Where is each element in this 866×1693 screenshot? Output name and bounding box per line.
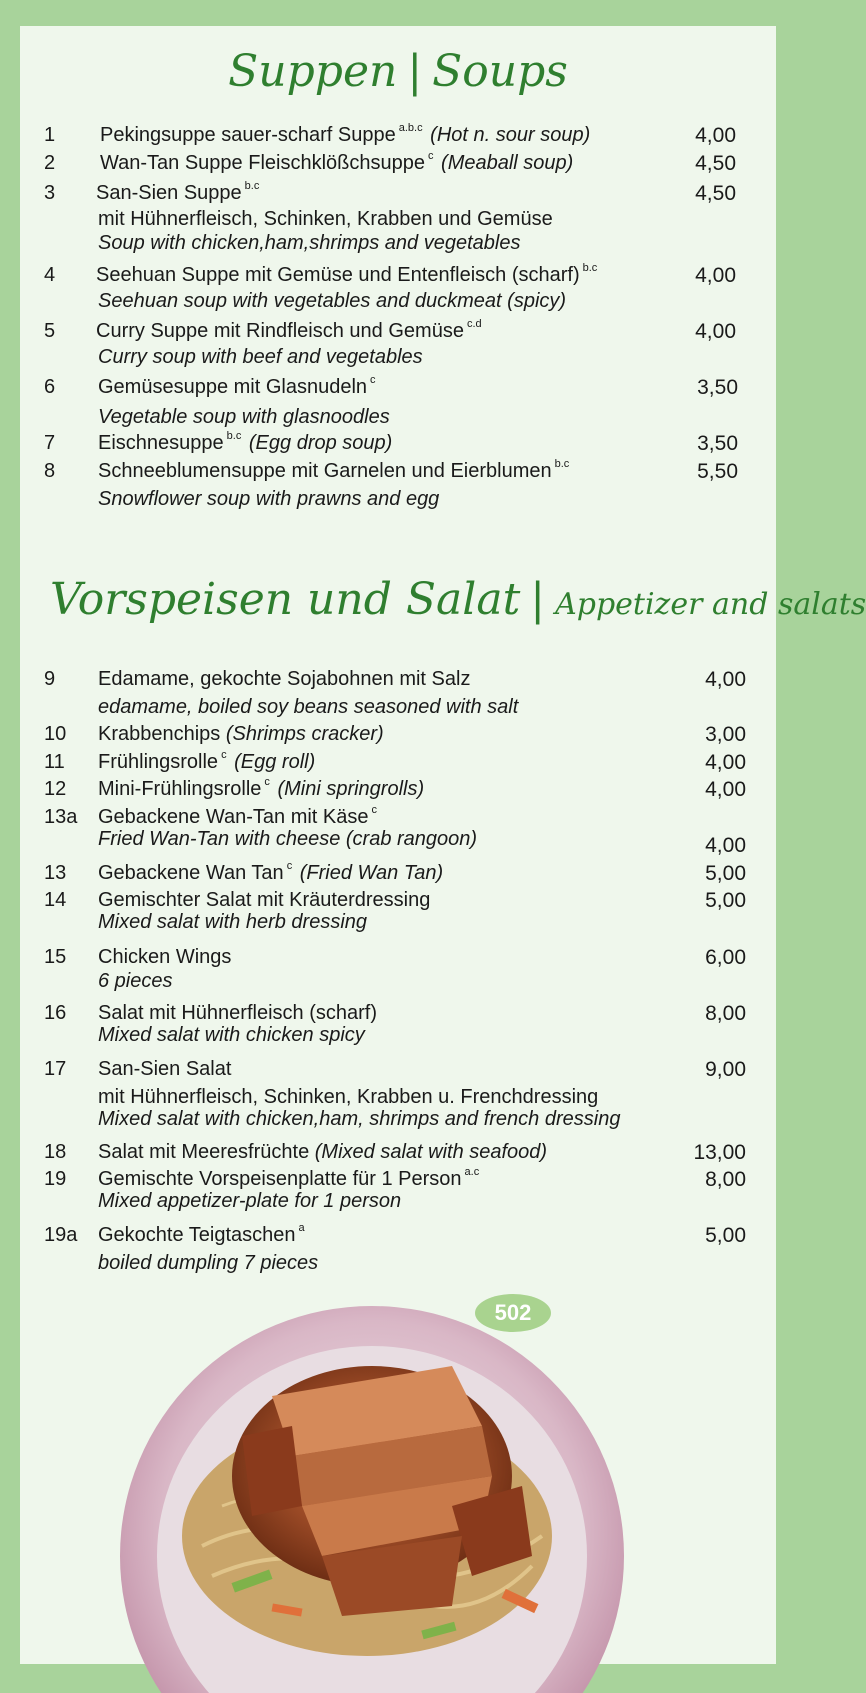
- item-price: 4,00: [705, 834, 746, 857]
- item-price: 4,00: [695, 124, 736, 147]
- item-number: 3: [44, 182, 56, 204]
- menu-item: [20, 668, 776, 718]
- appetizers-title-en: Appetizer and salats: [555, 587, 866, 622]
- item-number: 6: [44, 376, 56, 398]
- item-number: 19a: [44, 1224, 78, 1246]
- item-name: Pekingsuppe sauer-scharf Suppe $^{a.b.c}$ (Hot n. sour soup): [100, 122, 591, 146]
- item-price: 4,50: [695, 152, 736, 175]
- item-price: 5,00: [705, 862, 746, 885]
- item-english: Mixed salat with chicken,ham, shrimps and french dressing: [98, 1108, 621, 1130]
- item-price: 4,00: [695, 320, 736, 343]
- item-name: Seehuan Suppe mit Gemüse und Entenfleisch (scharf) $^{b.c}$: [96, 262, 598, 286]
- item-english: Vegetable soup with glasnoodles: [98, 406, 390, 428]
- item-price: 3,50: [697, 376, 738, 399]
- item-name: Gemüsesuppe mit Glasnudeln $^c$: [98, 374, 376, 398]
- item-number: 18: [44, 1141, 67, 1163]
- menu-item: [20, 946, 776, 994]
- menu-item: [20, 320, 776, 370]
- item-number: 14: [44, 889, 67, 911]
- item-name: San-Sien Suppe $^{b.c}$: [96, 180, 260, 204]
- menu-item: [20, 264, 776, 314]
- menu-item: [20, 889, 776, 937]
- item-english: Snowflower soup with prawns and egg: [98, 488, 440, 510]
- item-price: 4,00: [705, 778, 746, 801]
- item-number: 4: [44, 264, 56, 286]
- item-price: 4,00: [695, 264, 736, 287]
- item-name: Salat mit Hühnerfleisch (scharf): [98, 1002, 377, 1024]
- menu-page: [20, 26, 866, 1664]
- item-number: 8: [44, 460, 56, 482]
- item-price: 4,00: [705, 751, 746, 774]
- item-name: Curry Suppe mit Rindfleisch und Gemüse $^{c.d}$: [96, 318, 482, 342]
- item-price: 8,00: [705, 1168, 746, 1191]
- menu-item: [20, 432, 776, 456]
- item-number: 19: [44, 1168, 67, 1190]
- item-english: edamame, boiled soy beans seasoned with salt: [98, 696, 519, 718]
- menu-item: [20, 806, 776, 858]
- soups-title-en: Soups: [432, 46, 568, 97]
- item-number: 16: [44, 1002, 67, 1024]
- item-name: Mini-Frühlingsrolle $^c$ (Mini springrolls): [98, 776, 425, 800]
- item-price: 6,00: [705, 946, 746, 969]
- item-price: 5,00: [705, 1224, 746, 1247]
- menu-item: [20, 124, 776, 148]
- menu-item: [20, 1224, 776, 1274]
- item-number: 1: [44, 124, 56, 146]
- item-name: Gemischte Vorspeisenplatte für 1 Person $^{a.c}$: [98, 1166, 480, 1190]
- item-name: Gekochte Teigtaschen $^a$: [98, 1222, 305, 1246]
- item-english: Soup with chicken,ham,shrimps and vegetables: [98, 232, 521, 254]
- item-price: 3,50: [697, 432, 738, 455]
- item-price: 5,00: [705, 889, 746, 912]
- item-number: 17: [44, 1058, 67, 1080]
- item-price: 5,50: [697, 460, 738, 483]
- item-number: 12: [44, 778, 67, 800]
- item-name: Gebackene Wan Tan $^c$ (Fried Wan Tan): [98, 860, 444, 884]
- item-name: Frühlingsrolle $^c$ (Egg roll): [98, 749, 316, 773]
- item-english: Seehuan soup with vegetables and duckmeat (spicy): [98, 290, 567, 312]
- menu-item: [20, 1058, 776, 1130]
- appetizers-title-de: Vorspeisen und Salat: [50, 574, 521, 625]
- item-name: Schneeblumensuppe mit Garnelen und Eierblumen $^{b.c}$: [98, 458, 570, 482]
- item-name: San-Sien Salat: [98, 1058, 232, 1080]
- menu-item: [20, 182, 776, 254]
- item-price: 9,00: [705, 1058, 746, 1081]
- item-number: 11: [44, 751, 65, 773]
- item-number: 15: [44, 946, 67, 968]
- item-price: 13,00: [693, 1141, 746, 1164]
- item-english: Mixed salat with chicken spicy: [98, 1024, 365, 1046]
- menu-item: [20, 1168, 776, 1216]
- menu-item: [20, 723, 776, 747]
- soups-title-de: Suppen: [228, 46, 398, 97]
- item-number: 2: [44, 152, 56, 174]
- item-name: Wan-Tan Suppe Fleischklößchsuppe $^c$ (Meaball soup): [100, 150, 574, 174]
- item-detail: mit Hühnerfleisch, Schinken, Krabben und Gemüse: [98, 208, 553, 230]
- item-english: Curry soup with beef and vegetables: [98, 346, 423, 368]
- item-name: Krabbenchips (Shrimps cracker): [98, 723, 384, 745]
- item-number: 10: [44, 723, 67, 745]
- item-price: 3,00: [705, 723, 746, 746]
- item-name: Salat mit Meeresfrüchte (Mixed salat with seafood): [98, 1141, 548, 1163]
- heading-separator: |: [530, 574, 546, 625]
- item-number: 5: [44, 320, 56, 342]
- menu-item: [20, 862, 776, 886]
- item-number: 9: [44, 668, 56, 690]
- item-english: 6 pieces: [98, 970, 173, 992]
- item-name: Eischnesuppe $^{b.c}$ (Egg drop soup): [98, 430, 393, 454]
- menu-item: [20, 778, 776, 802]
- menu-item: [20, 152, 776, 176]
- item-english: Mixed salat with herb dressing: [98, 911, 368, 933]
- menu-item: [20, 376, 776, 426]
- item-number: 7: [44, 432, 56, 454]
- menu-item: [20, 1141, 776, 1165]
- menu-item: [20, 1002, 776, 1050]
- item-price: 4,00: [705, 668, 746, 691]
- soups-heading: [20, 46, 776, 97]
- item-english: boiled dumpling 7 pieces: [98, 1252, 319, 1274]
- menu-item: [20, 460, 776, 512]
- appetizers-heading: [50, 574, 866, 625]
- heading-separator: |: [407, 46, 423, 97]
- item-price: 4,50: [695, 182, 736, 205]
- item-number: 13: [44, 862, 67, 884]
- item-detail: mit Hühnerfleisch, Schinken, Krabben u. Frenchdressing: [98, 1086, 599, 1108]
- item-number: 13a: [44, 806, 78, 828]
- menu-item: [20, 751, 776, 775]
- item-name: Chicken Wings: [98, 946, 232, 968]
- item-english: Mixed appetizer-plate for 1 person: [98, 1190, 402, 1212]
- item-name: Gemischter Salat mit Kräuterdressing: [98, 889, 431, 911]
- item-price: 8,00: [705, 1002, 746, 1025]
- item-name: Gebackene Wan-Tan mit Käse $^c$: [98, 804, 377, 828]
- item-name: Edamame, gekochte Sojabohnen mit Salz: [98, 668, 471, 690]
- dish-number-badge: 502: [475, 1294, 551, 1332]
- dish-photo: [122, 1306, 622, 1666]
- item-english: Fried Wan-Tan with cheese (crab rangoon): [98, 828, 478, 850]
